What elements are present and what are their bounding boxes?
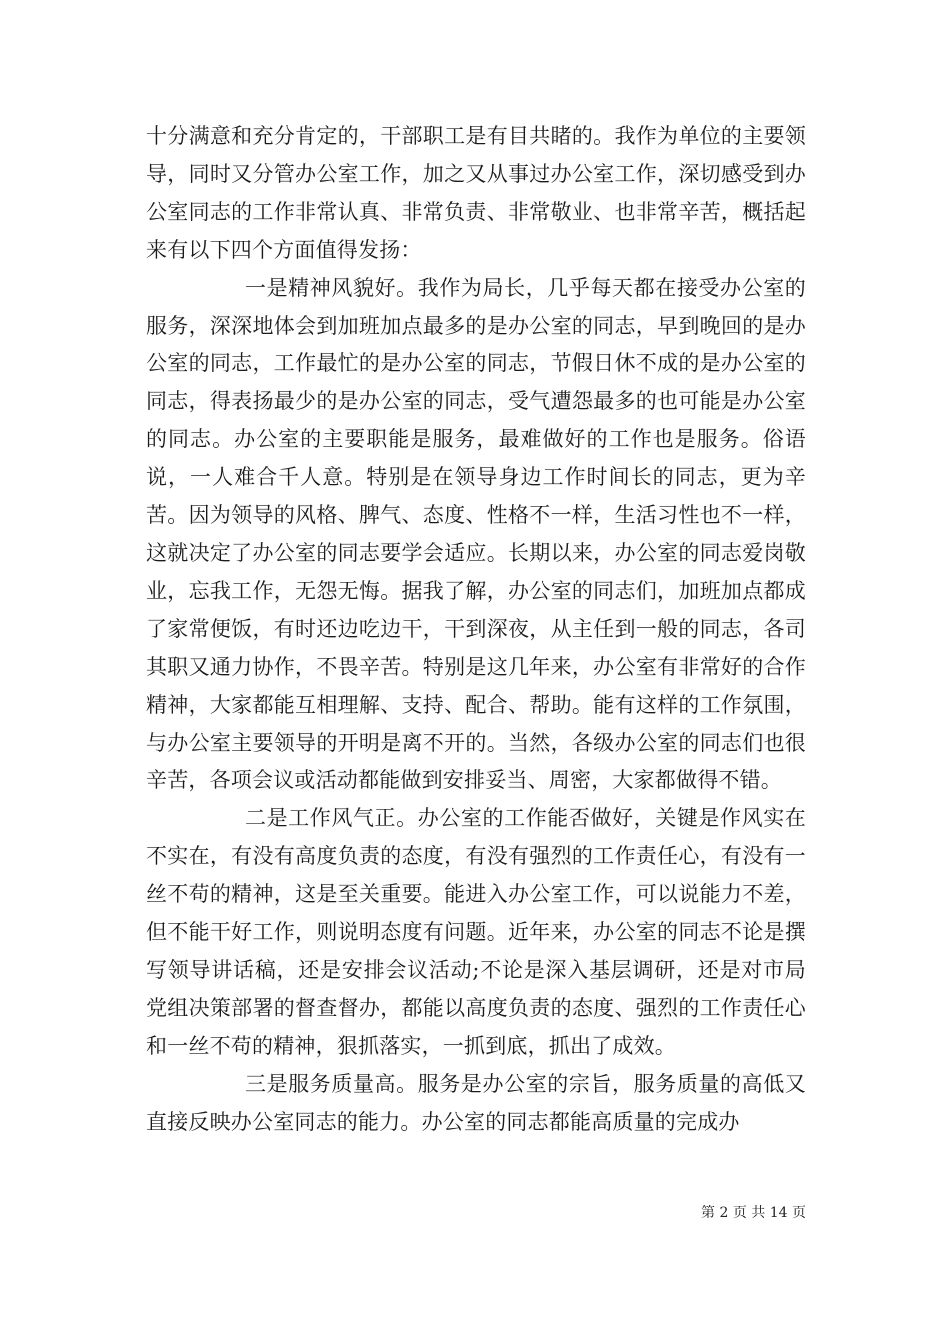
paragraph-spirit: 一是精神风貌好。我作为局长，几乎每天都在接受办公室的服务，深深地体会到加班加点最多的是办公室的同志，早到晚回的是办公室的同志，工作最忙的是办公室的同志，节假日休不成的是办公室的同志，得表扬最少的是办公室的同志，受气遭怨最多的也可能是办公室的同志。办公室的主要职能是服务，最难做好的工作也是服务。俗语说，一人难合千人意。特别是在领导身边工作时间长的同志，更为辛苦。因为领导的风格、脾气、态度、性格不一样，生活习性也不一样，这就决定了办公室的同志要学会适应。长期以来，办公室的同志爱岗敬业，忘我工作，无怨无悔。据我了解，办公室的同志们，加班加点都成了家常便饭，有时还边吃边干，干到深夜，从主任到一般的同志，各司其职又通力协作，不畏辛苦。特别是这几年来，办公室有非常好的合作精神，大家都能互相理解、支持、配合、帮助。能有这样的工作氛围，与办公室主要领导的开明是离不开的。当然，各级办公室的同志们也很辛苦，各项会议或活动都能做到安排妥当、周密，大家都做得不错。 xyxy=(146,275,806,793)
page-number-footer: 第 2 页 共 14 页 xyxy=(701,1205,806,1221)
paragraph-intro-continued: 十分满意和充分肯定的，干部职工是有目共睹的。我作为单位的主要领导，同时又分管办公室工作，加之又从事过办公室工作，深切感受到办公室同志的工作非常认真、非常负责、非常敬业、也非常辛苦，概括起来有以下四个方面值得发扬： xyxy=(146,124,806,262)
paragraph-work-style: 二是工作风气正。办公室的工作能否做好，关键是作风实在不实在，有没有高度负责的态度，有没有强烈的工作责任心，有没有一丝不苟的精神，这是至关重要。能进入办公室工作，可以说能力不差，但不能干好工作，则说明态度有问题。近年来，办公室的同志不论是撰写领导讲话稿，还是安排会议活动;不论是深入基层调研，还是对市局党组决策部署的督查督办，都能以高度负责的态度、强烈的工作责任心和一丝不苟的精神，狠抓落实，一抓到底，抓出了成效。 xyxy=(146,806,806,1058)
body-text xyxy=(146,118,806,1141)
paragraph-service-quality: 三是服务质量高。服务是办公室的宗旨，服务质量的高低又直接反映办公室同志的能力。办公室的同志都能高质量的完成办 xyxy=(146,1071,806,1134)
